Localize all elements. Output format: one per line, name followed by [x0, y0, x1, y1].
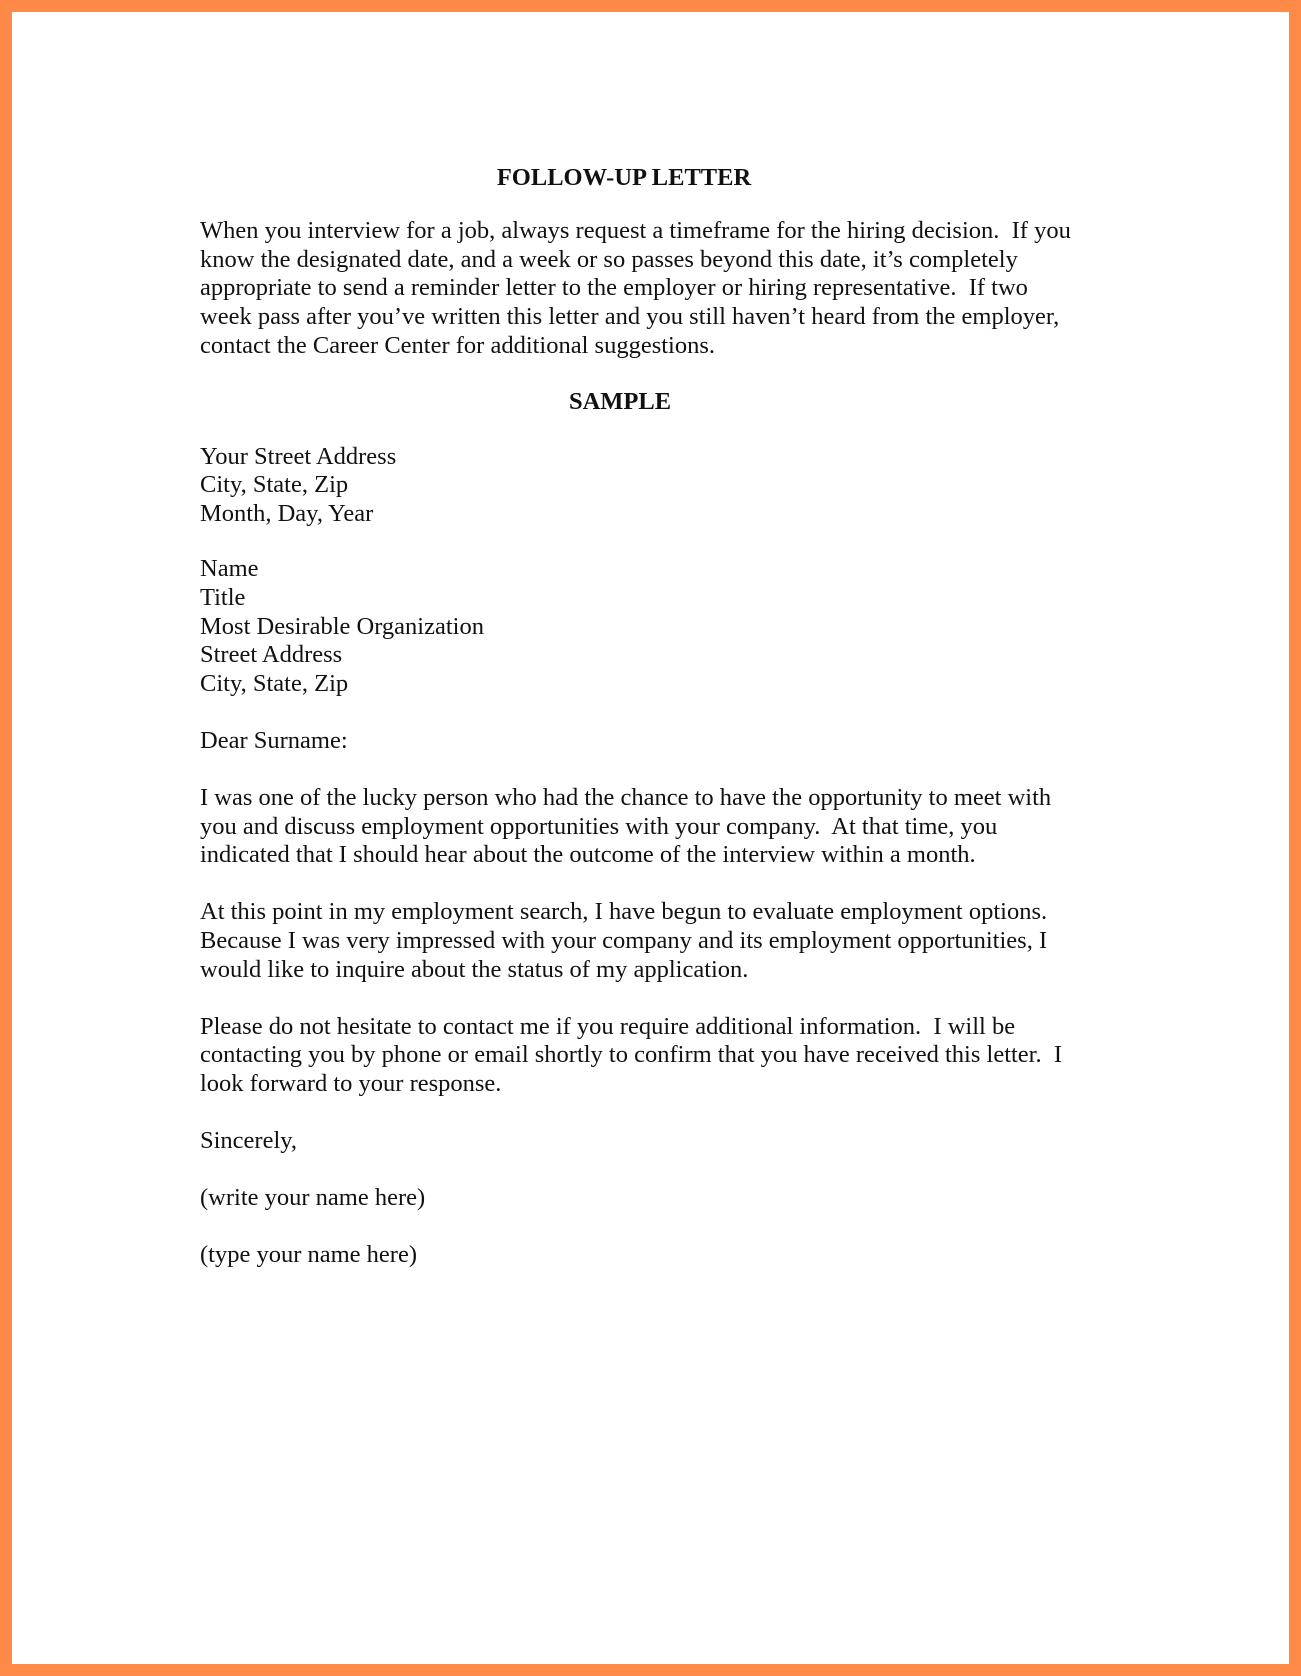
- recipient-address-line: Most Desirable Organization: [200, 612, 484, 640]
- sender-address-line: City, State, Zip: [200, 471, 349, 499]
- salutation: Dear Surname:: [200, 726, 348, 754]
- recipient-address-line: Title: [200, 583, 246, 611]
- intro-line: week pass after you’ve written this letter and you still haven’t heard from the employer,: [200, 303, 1060, 331]
- paragraph-line: At this point in my employment search, I have begun to evaluate employment options.: [200, 898, 1048, 926]
- intro-line: appropriate to send a reminder letter to the employer or hiring representative. If two: [200, 274, 1028, 302]
- closing: Sincerely,: [200, 1126, 298, 1154]
- recipient-address-line: City, State, Zip: [200, 670, 349, 698]
- paragraph-line: indicated that I should hear about the outcome of the interview within a month.: [200, 841, 976, 869]
- document-page: [12, 12, 1289, 1664]
- paragraph-line: Please do not hesitate to contact me if you require additional information. I will be: [200, 1012, 1016, 1040]
- intro-line: contact the Career Center for additional suggestions.: [200, 331, 716, 359]
- signature-typed: (type your name here): [200, 1240, 417, 1268]
- paragraph-line: would like to inquire about the status of my application.: [200, 955, 749, 983]
- intro-line: When you interview for a job, always request a timeframe for the hiring decision. If you: [200, 216, 1071, 244]
- sender-address-line: Month, Day, Year: [200, 500, 374, 528]
- body-paragraph-3: [200, 1013, 1100, 1099]
- sender-address-line: Your Street Address: [200, 442, 397, 470]
- intro-line: know the designated date, and a week or so passes beyond this date, it’s completely: [200, 245, 1018, 273]
- recipient-address-line: Name: [200, 554, 259, 582]
- body-paragraph-2: [200, 898, 1100, 984]
- letter-content: [200, 164, 1100, 1269]
- paragraph-line: you and discuss employment opportunities with your company. At that time, you: [200, 812, 998, 840]
- signature-written: (write your name here): [200, 1183, 426, 1211]
- intro-paragraph: [200, 217, 1100, 361]
- recipient-address-line: Street Address: [200, 641, 343, 669]
- sample-heading: SAMPLE: [568, 387, 672, 415]
- document-title: FOLLOW-UP LETTER: [496, 164, 752, 191]
- paragraph-line: look forward to your response.: [200, 1070, 502, 1098]
- recipient-address: [200, 555, 1100, 699]
- paragraph-line: I was one of the lucky person who had the chance to have the opportunity to meet with: [200, 783, 1052, 811]
- body-paragraph-1: [200, 784, 1100, 870]
- paragraph-line: contacting you by phone or email shortly to confirm that you have received this letter. I: [200, 1041, 1063, 1069]
- paragraph-line: Because I was very impressed with your company and its employment opportunities, I: [200, 926, 1048, 954]
- sender-address: [200, 443, 1100, 529]
